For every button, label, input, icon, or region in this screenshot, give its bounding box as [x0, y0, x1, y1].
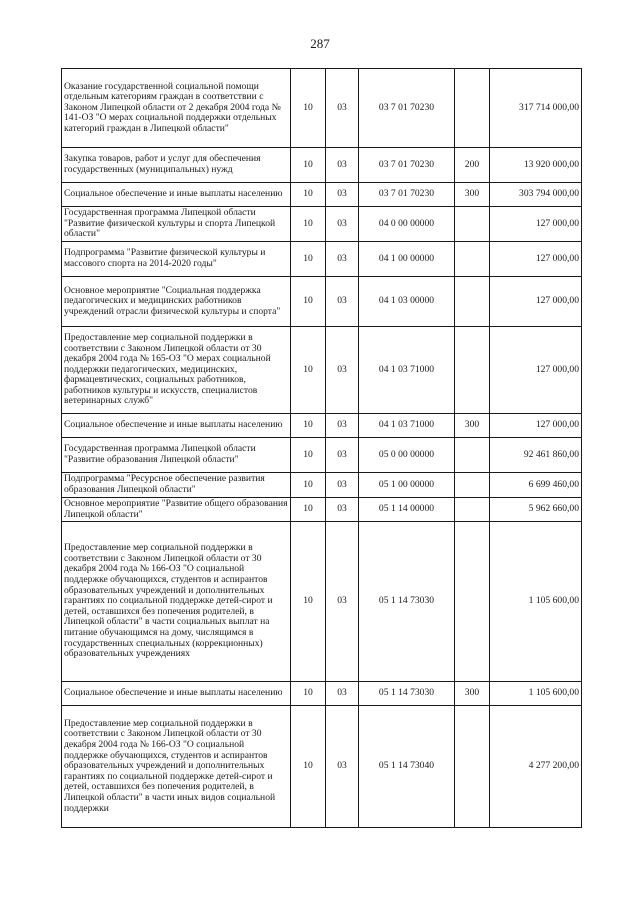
row-name: Основное мероприятие "Социальная поддержка педагогических и медицинских работников учреждений отрасли физической культуры и спорта" [62, 277, 291, 327]
row-subsection: 03 [326, 498, 359, 522]
row-section: 10 [291, 242, 326, 277]
row-section: 10 [291, 207, 326, 242]
row-expense-type [455, 277, 490, 327]
row-amount: 1 105 600,00 [490, 682, 582, 706]
row-subsection: 03 [326, 207, 359, 242]
table-row [62, 69, 582, 148]
table-row [62, 438, 582, 473]
row-target-article: 05 1 14 73040 [359, 706, 455, 828]
row-name: Социальное обеспечение и иные выплаты населению [62, 414, 291, 438]
table-row [62, 277, 582, 327]
row-target-article: 03 7 01 70230 [359, 148, 455, 183]
row-expense-type [455, 327, 490, 414]
row-section: 10 [291, 682, 326, 706]
budget-table [61, 68, 582, 828]
row-amount: 1 105 600,00 [490, 522, 582, 682]
row-target-article: 03 7 01 70230 [359, 69, 455, 148]
row-section: 10 [291, 522, 326, 682]
row-subsection: 03 [326, 706, 359, 828]
table-row [62, 207, 582, 242]
row-name: Предоставление мер социальной поддержки в соответствии с Законом Липецкой области от 30 декабря 2004 года № 166-ОЗ "О социальной поддержке обучающихся, студентов и аспирантов образовательных учреждений и дополнительных гарантиях по социальной поддержке детей-сирот и детей, оставшихся без попечения родителей, в Липецкой области" в части иных видов социальной поддержки [62, 706, 291, 828]
page-number: 287 [310, 36, 330, 51]
row-subsection: 03 [326, 682, 359, 706]
row-expense-type: 300 [455, 183, 490, 207]
row-subsection: 03 [326, 183, 359, 207]
row-subsection: 03 [326, 69, 359, 148]
row-name: Государственная программа Липецкой области "Развитие физической культуры и спорта Липецкой области" [62, 207, 291, 242]
row-subsection: 03 [326, 148, 359, 183]
row-subsection: 03 [326, 242, 359, 277]
row-amount: 127 000,00 [490, 327, 582, 414]
row-target-article: 05 0 00 00000 [359, 438, 455, 473]
row-subsection: 03 [326, 522, 359, 682]
row-amount: 92 461 860,00 [490, 438, 582, 473]
row-section: 10 [291, 498, 326, 522]
row-expense-type [455, 473, 490, 498]
table-row [62, 183, 582, 207]
row-name: Основное мероприятие "Развитие общего образования Липецкой области" [62, 498, 291, 522]
row-target-article: 04 1 00 00000 [359, 242, 455, 277]
row-name: Предоставление мер социальной поддержки в соответствии с Законом Липецкой области от 30 декабря 2004 года № 166-ОЗ "О социальной поддержке обучающихся, студентов и аспирантов образовательных учреждений и дополнительных гарантиях по социальной поддержке детей-сирот и детей, оставшихся без попечения родителей, в Липецкой области" в части социальных выплат на питание обучающимся на дому, числящимся в государственных специальных (коррекционных) образовательных учреждениях [62, 522, 291, 682]
row-subsection: 03 [326, 473, 359, 498]
row-name: Предоставление мер социальной поддержки в соответствии с Законом Липецкой области от 30 декабря 2004 года № 165-ОЗ "О мерах социальной поддержки педагогических, медицинских, фармацевтических, социальных работников, работников культуры и искусств, специалистов ветеринарных служб" [62, 327, 291, 414]
row-section: 10 [291, 183, 326, 207]
row-target-article: 04 0 00 00000 [359, 207, 455, 242]
row-subsection: 03 [326, 327, 359, 414]
row-subsection: 03 [326, 414, 359, 438]
row-name: Закупка товаров, работ и услуг для обеспечения государственных (муниципальных) нужд [62, 148, 291, 183]
row-expense-type [455, 242, 490, 277]
row-section: 10 [291, 327, 326, 414]
row-amount: 5 962 660,00 [490, 498, 582, 522]
row-amount: 127 000,00 [490, 277, 582, 327]
row-section: 10 [291, 438, 326, 473]
row-amount: 127 000,00 [490, 414, 582, 438]
row-section: 10 [291, 69, 326, 148]
row-expense-type [455, 706, 490, 828]
row-expense-type [455, 207, 490, 242]
row-name: Государственная программа Липецкой области "Развитие образования Липецкой области" [62, 438, 291, 473]
row-name: Социальное обеспечение и иные выплаты населению [62, 183, 291, 207]
row-section: 10 [291, 148, 326, 183]
row-amount: 13 920 000,00 [490, 148, 582, 183]
row-expense-type [455, 438, 490, 473]
row-expense-type: 300 [455, 414, 490, 438]
row-name: Подпрограмма "Развитие физической культуры и массового спорта на 2014-2020 годы" [62, 242, 291, 277]
row-target-article: 04 1 03 71000 [359, 414, 455, 438]
table-row [62, 327, 582, 414]
row-target-article: 04 1 03 71000 [359, 327, 455, 414]
row-target-article: 03 7 01 70230 [359, 183, 455, 207]
table-row [62, 473, 582, 498]
table-row [62, 414, 582, 438]
row-amount: 127 000,00 [490, 242, 582, 277]
row-name: Социальное обеспечение и иные выплаты населению [62, 682, 291, 706]
table-row [62, 148, 582, 183]
row-target-article: 05 1 14 00000 [359, 498, 455, 522]
row-expense-type [455, 69, 490, 148]
row-expense-type [455, 522, 490, 682]
row-section: 10 [291, 277, 326, 327]
row-target-article: 05 1 14 73030 [359, 682, 455, 706]
row-amount: 127 000,00 [490, 207, 582, 242]
row-target-article: 05 1 14 73030 [359, 522, 455, 682]
row-expense-type [455, 498, 490, 522]
table-row [62, 706, 582, 828]
row-amount: 6 699 460,00 [490, 473, 582, 498]
row-subsection: 03 [326, 277, 359, 327]
row-amount: 4 277 200,00 [490, 706, 582, 828]
row-target-article: 04 1 03 00000 [359, 277, 455, 327]
table-row [62, 522, 582, 682]
table-row [62, 242, 582, 277]
row-subsection: 03 [326, 438, 359, 473]
row-amount: 317 714 000,00 [490, 69, 582, 148]
row-section: 10 [291, 414, 326, 438]
row-expense-type: 200 [455, 148, 490, 183]
row-target-article: 05 1 00 00000 [359, 473, 455, 498]
row-name: Подпрограмма "Ресурсное обеспечение развития образования Липецкой области" [62, 473, 291, 498]
row-section: 10 [291, 706, 326, 828]
table-row [62, 682, 582, 706]
table-row [62, 498, 582, 522]
row-amount: 303 794 000,00 [490, 183, 582, 207]
row-expense-type: 300 [455, 682, 490, 706]
row-name: Оказание государственной социальной помощи отдельным категориям граждан в соответствии с Законом Липецкой области от 2 декабря 2004 года № 141-ОЗ "О мерах социальной поддержки отдельных категорий граждан в Липецкой области" [62, 69, 291, 148]
row-section: 10 [291, 473, 326, 498]
